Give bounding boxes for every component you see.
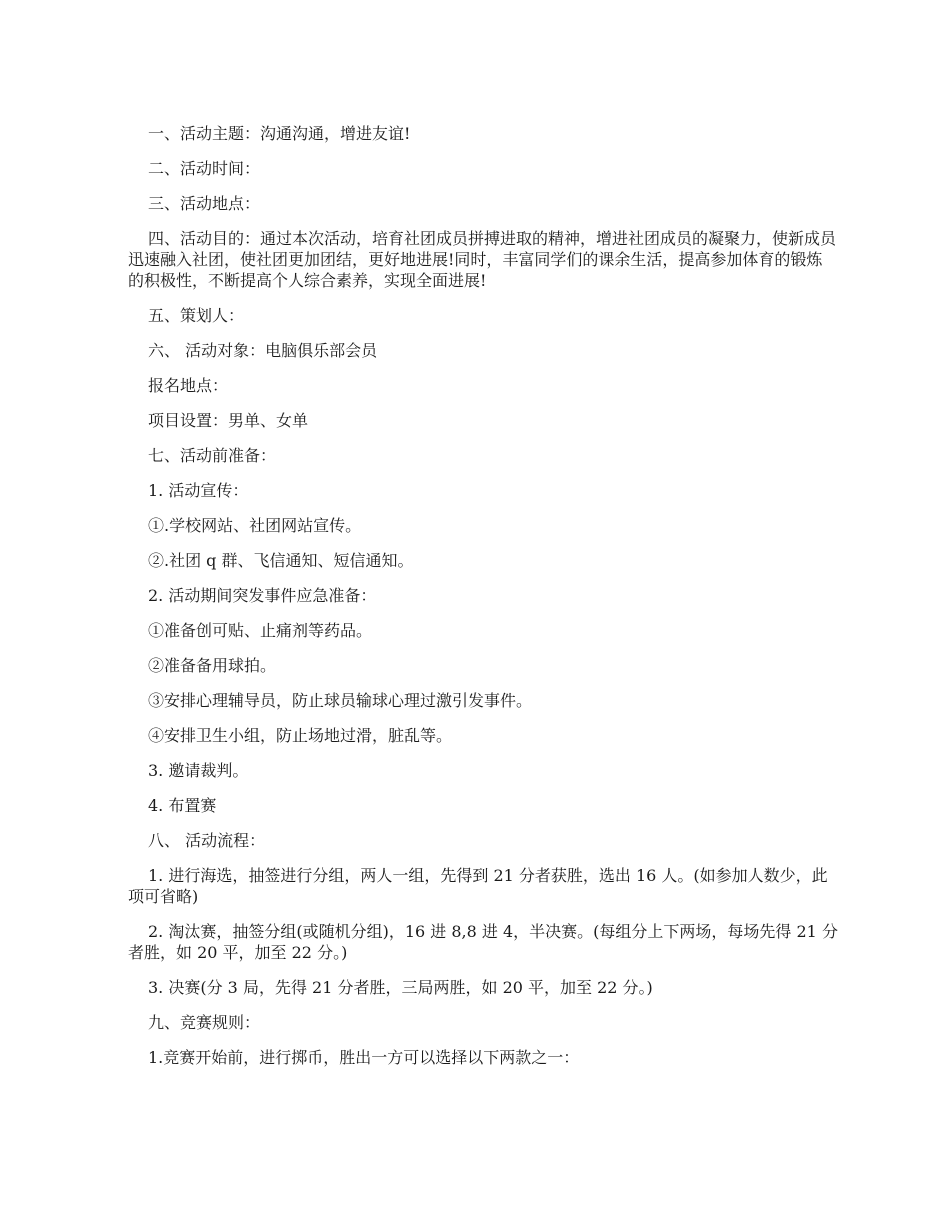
paragraph-emergency-2: ②准备备用球拍。: [148, 656, 277, 675]
paragraph-events: 项目设置：男单、女单: [148, 411, 309, 430]
paragraph-publicity-2: ②.社团 q 群、飞信通知、短信通知。: [148, 551, 414, 570]
paragraph-location: 三、活动地点：: [148, 194, 261, 213]
paragraph-planner: 五、策划人：: [148, 306, 245, 325]
paragraph-publicity: 1. 活动宣传：: [148, 481, 249, 500]
paragraph-theme: 一、活动主题：沟通沟通，增进友谊!: [148, 124, 411, 143]
paragraph-emergency-4: ④安排卫生小组，防止场地过滑，脏乱等。: [148, 726, 453, 745]
paragraph-process-2: 2. 淘汰赛，抽签分组(或随机分组)，16 进 8,8 进 4，半决赛。(每组分上下两场，每场先得 21 分者胜，如 20 平，加至 22 分。): [128, 922, 838, 962]
paragraph-emergency-1: ①准备创可贴、止痛剂等药品。: [148, 621, 373, 640]
paragraph-emergency-3: ③安排心理辅导员，防止球员输球心理过激引发事件。: [148, 691, 533, 710]
paragraph-signup-location: 报名地点：: [148, 376, 229, 395]
document-body: [128, 123, 838, 1082]
paragraph-setup: 4. 布置赛: [148, 796, 217, 815]
paragraph-emergency: 2. 活动期间突发事件应急准备：: [148, 586, 377, 605]
paragraph-purpose: 四、活动目的：通过本次活动，培育社团成员拼搏进取的精神，增进社团成员的凝聚力，使新成员迅速融入社团，使社团更加团结，更好地进展!同时，丰富同学们的课余生活，提高参加体育的锻炼的积极性，不断提高个人综合素养，实现全面进展!: [128, 229, 837, 290]
paragraph-publicity-1: ①.学校网站、社团网站宣传。: [148, 516, 362, 535]
paragraph-time: 二、活动时间：: [148, 159, 261, 178]
paragraph-process-1: 1. 进行海选，抽签进行分组，两人一组，先得到 21 分者获胜，选出 16 人。(如参加人数少，此项可省略): [128, 866, 828, 906]
paragraph-process-heading: 八、 活动流程：: [148, 831, 266, 850]
paragraph-audience: 六、 活动对象：电脑俱乐部会员: [148, 341, 378, 360]
paragraph-process-3: 3. 决赛(分 3 局，先得 21 分者胜，三局两胜，如 20 平，加至 22 分。): [148, 978, 653, 997]
paragraph-preparation-heading: 七、活动前准备：: [148, 446, 277, 465]
paragraph-rules-heading: 九、竞赛规则：: [148, 1013, 261, 1032]
paragraph-referee: 3. 邀请裁判。: [148, 761, 249, 780]
paragraph-rules-1: 1.竞赛开始前，进行掷币，胜出一方可以选择以下两款之一：: [148, 1048, 580, 1067]
